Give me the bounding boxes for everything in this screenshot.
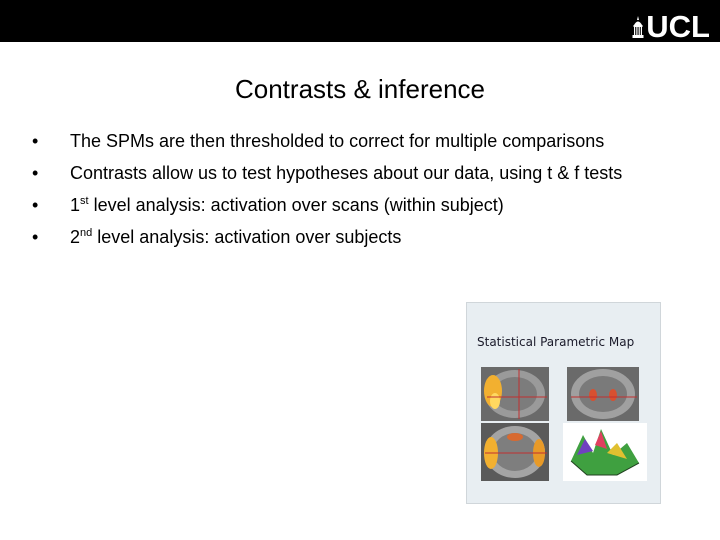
brain-slices-and-surface-plot-icon	[467, 303, 660, 503]
spm-figure	[466, 302, 661, 504]
bullet-icon: •	[32, 163, 39, 183]
portico-dome-icon	[632, 16, 644, 38]
bullet-text-ordinal: st	[80, 195, 89, 207]
bullet-item	[32, 130, 682, 152]
bullet-text-rest: level analysis: activation over subjects	[92, 227, 402, 247]
bullet-item	[32, 194, 682, 216]
bullet-text-ordinal: nd	[80, 227, 93, 239]
bullet-icon: •	[32, 195, 39, 215]
bullet-text: Contrasts allow us to test hypotheses about our data, using t & f tests	[70, 163, 623, 183]
bullet-text-number: 2	[70, 227, 81, 247]
slide-title: Contrasts & inference	[234, 74, 485, 104]
logo-text: UCL	[646, 9, 710, 44]
bullet-item	[32, 162, 682, 184]
bullet-icon: •	[32, 131, 39, 151]
bullet-list	[32, 130, 682, 258]
header-bar	[0, 0, 720, 42]
bullet-icon: •	[32, 227, 39, 247]
bullet-item	[32, 226, 682, 248]
bullet-text-number: 1	[70, 195, 81, 215]
bullet-text: The SPMs are then thresholded to correct for multiple comparisons	[70, 131, 605, 151]
bullet-text-rest: level analysis: activation over scans (within subject)	[88, 195, 504, 215]
ucl-logo	[632, 9, 710, 44]
figure-caption: Statistical Parametric Map	[477, 335, 635, 349]
